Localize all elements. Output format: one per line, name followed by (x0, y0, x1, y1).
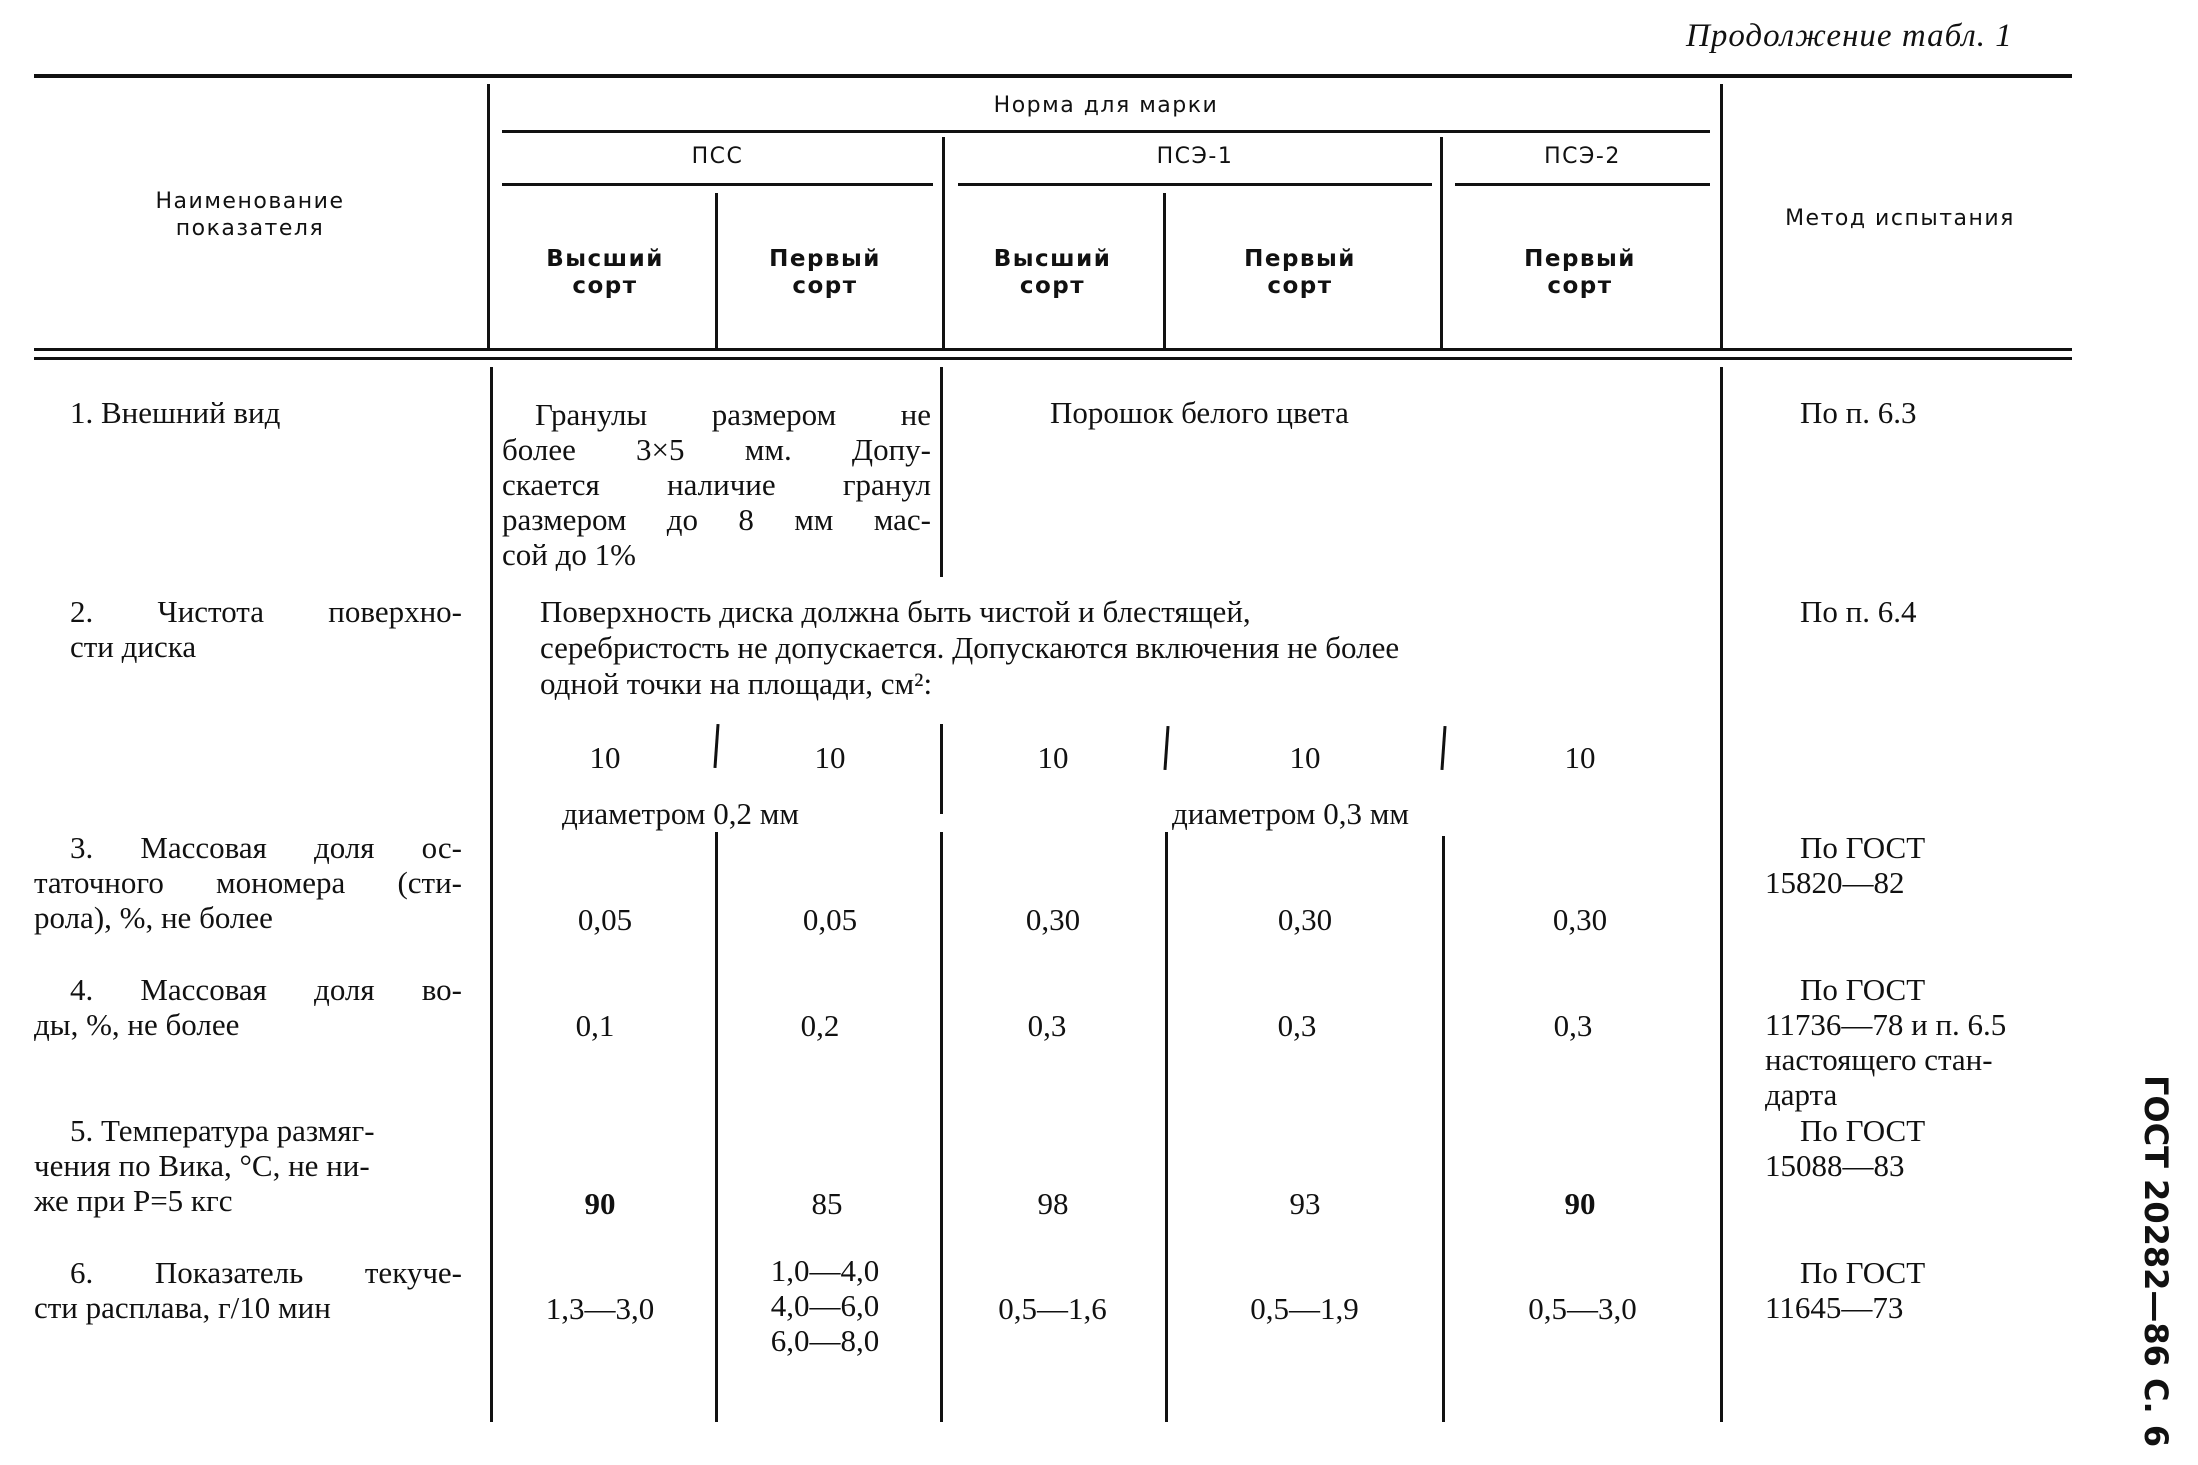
table-caption: Продолжение табл. 1 (1686, 18, 2013, 54)
r2-text-line: Поверхность диска должна быть чистой и блестящей, (540, 594, 1251, 629)
header-double-rule-bottom (34, 357, 2072, 360)
r4-name-line: 4. Массовая доля во- (70, 972, 462, 1007)
top-rule (34, 74, 2072, 78)
header-indicator-name: Наименование показателя (155, 189, 345, 241)
r6-method-line: По ГОСТ (1800, 1255, 1926, 1290)
r3-method-line: По ГОСТ (1800, 830, 1926, 865)
r1-pss-line: Гранулы размером не (535, 397, 931, 432)
r1-pse-text: Порошок белого цвета (1050, 395, 1349, 430)
body-divider-r1-pss (940, 367, 943, 577)
r6-value: 1,0—4,0 (770, 1253, 880, 1288)
r5-method-line: 15088—83 (1765, 1148, 1905, 1183)
r6-value: 6,0—8,0 (770, 1323, 880, 1358)
body-divider-r2-2 (940, 724, 943, 814)
body-divider-r2-1 (713, 724, 719, 768)
r6-name-line: сти расплава, г/10 мин (34, 1290, 331, 1325)
r4-method-line: настоящего стан- (1765, 1042, 1993, 1077)
col-divider-pse1-pse2 (1440, 137, 1443, 348)
header-sort-pse1-top: Высший сорт (993, 246, 1112, 299)
r2-value: 10 (1564, 740, 1596, 775)
pse2-underline (1455, 183, 1710, 186)
norm-underline (502, 130, 1710, 133)
r3-name-line: 3. Массовая доля ос- (70, 830, 462, 865)
r3-method-line: 15820—82 (1765, 865, 1905, 900)
r2-text-line: серебристость не допускается. Допускаются включения не более (540, 630, 1400, 665)
r1-pss-line: размером до 8 мм мас- (502, 502, 931, 537)
r3-value: 0,30 (1552, 902, 1608, 937)
r5-name-line: 5. Температура размяг- (70, 1113, 375, 1148)
r4-name-line: ды, %, не более (34, 1007, 240, 1042)
body-divider-lower-1 (715, 832, 718, 1422)
r4-value: 0,3 (1553, 1008, 1593, 1043)
col-divider-method (1720, 84, 1723, 348)
r5-method-line: По ГОСТ (1800, 1113, 1926, 1148)
header-grade-pss: ПСС (691, 144, 744, 169)
r4-method-line: дарта (1765, 1077, 1838, 1112)
body-divider-r2-3 (1163, 726, 1169, 770)
body-divider-name (490, 367, 493, 1422)
header-grade-pse2: ПСЭ-2 (1544, 144, 1621, 169)
r4-value: 0,1 (575, 1008, 615, 1043)
r2-value: 10 (1037, 740, 1069, 775)
col-divider-pse1-sorts (1163, 193, 1166, 348)
body-divider-r2-4 (1440, 726, 1446, 770)
r1-pss-line: более 3×5 мм. Допу- (502, 432, 931, 467)
r3-value: 0,30 (1025, 902, 1081, 937)
r4-method-line: 11736—78 и п. 6.5 (1765, 1007, 2007, 1042)
r2-value: 10 (814, 740, 846, 775)
pss-underline (502, 183, 933, 186)
r5-value: 98 (1037, 1186, 1069, 1221)
r2-diameter-pse: диаметром 0,3 мм (1172, 796, 1409, 831)
r5-name-line: же при P=5 кгс (34, 1183, 233, 1218)
r2-text-line: одной точки на площади, см²: (540, 666, 933, 701)
r6-name-line: 6. Показатель текуче- (70, 1255, 462, 1290)
r4-value: 0,2 (800, 1008, 840, 1043)
r6-value: 0,5—1,9 (1250, 1291, 1359, 1326)
r1-name: 1. Внешний вид (70, 395, 281, 430)
r2-value: 10 (589, 740, 621, 775)
r6-value: 0,5—1,6 (998, 1291, 1107, 1326)
r3-name-line: таточного мономера (сти- (34, 865, 462, 900)
body-divider-lower-3 (1165, 832, 1168, 1422)
r4-value: 0,3 (1277, 1008, 1317, 1043)
header-norm-for-grade: Норма для марки (993, 93, 1219, 118)
body-divider-method (1720, 367, 1723, 1422)
body-divider-lower-4 (1442, 836, 1445, 1422)
side-page-label: ГОСТ 20282—86 С. 6 (2137, 1075, 2175, 1448)
r3-name-line: рола), %, не более (34, 900, 273, 935)
r5-name-line: чения по Вика, °С, не ни- (34, 1148, 370, 1183)
r3-value: 0,30 (1277, 902, 1333, 937)
header-sort-pse1-first: Первый сорт (1244, 246, 1356, 299)
r6-value: 0,5—3,0 (1528, 1291, 1637, 1326)
col-divider-pss-pse1 (942, 137, 945, 348)
r6-value: 1,3—3,0 (545, 1291, 655, 1326)
col-divider-name (487, 84, 490, 348)
r5-value: 90 (1564, 1186, 1596, 1221)
col-divider-pss-sorts (715, 193, 718, 348)
body-divider-lower-2 (940, 832, 943, 1422)
r2-diameter-pss: диаметром 0,2 мм (562, 796, 799, 831)
pse1-underline (958, 183, 1432, 186)
r1-pss-line: скается наличие гранул (502, 467, 931, 502)
r5-value: 90 (584, 1186, 616, 1221)
r4-value: 0,3 (1027, 1008, 1067, 1043)
r2-method: По п. 6.4 (1800, 594, 1917, 629)
header-double-rule-top (34, 348, 2072, 351)
r5-value: 85 (811, 1186, 843, 1221)
r3-value: 0,05 (577, 902, 633, 937)
r2-value: 10 (1289, 740, 1321, 775)
header-sort-pss-top: Высший сорт (546, 246, 664, 299)
r2-name-line: сти диска (70, 629, 197, 664)
header-sort-pse2-first: Первый сорт (1524, 246, 1636, 299)
r2-name-line: 2. Чистота поверхно- (70, 594, 462, 629)
header-sort-pss-first: Первый сорт (769, 246, 881, 299)
r6-method-line: 11645—73 (1765, 1290, 1904, 1325)
header-grade-pse1: ПСЭ-1 (1156, 144, 1234, 169)
r5-value: 93 (1289, 1186, 1321, 1221)
header-test-method: Метод испытания (1785, 206, 2015, 231)
r3-value: 0,05 (802, 902, 858, 937)
r1-pss-line: сой до 1% (502, 537, 636, 572)
r1-method: По п. 6.3 (1800, 395, 1917, 430)
r6-value: 4,0—6,0 (770, 1288, 880, 1323)
r4-method-line: По ГОСТ (1800, 972, 1926, 1007)
